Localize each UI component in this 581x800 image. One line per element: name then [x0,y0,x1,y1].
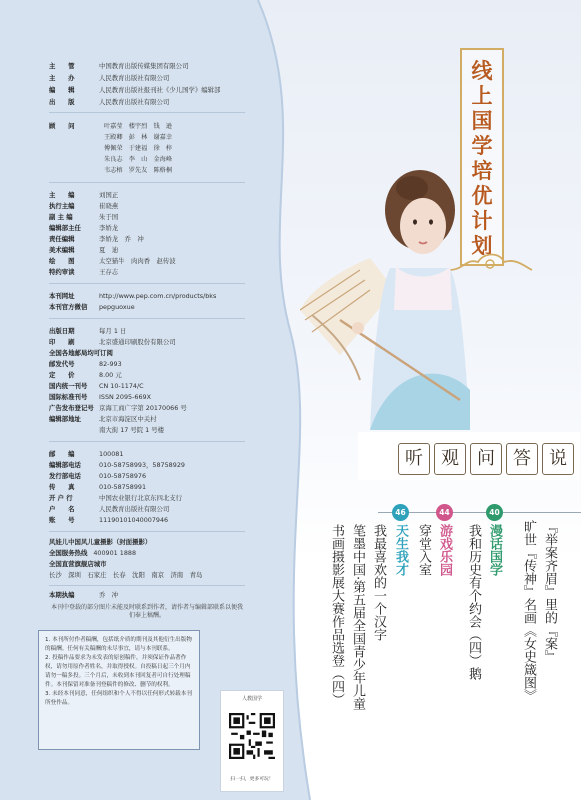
divider [49,585,245,586]
divider [49,318,245,319]
publish-row: 南大街 17 号院 1 号楼 [99,426,165,434]
toc-item[interactable]: 书画摄影展大赛作品选登（四） [329,524,344,706]
divider [49,441,245,442]
page-number-badge[interactable]: 44 [436,504,453,521]
qr-code-icon[interactable] [229,713,275,759]
divider [49,112,245,113]
qr-brand: 人教国学 [241,696,262,702]
contact-row: 传 真 010-58758991 [49,483,147,491]
proof-row: 本期执编 乔 冲 [49,591,119,599]
web-row: 本刊官方微信 pepguoxue [49,303,135,311]
divider [49,182,245,183]
contact-row: 邮 编 100081 [49,450,124,458]
publish-row: 邮发代号 82-993 [49,360,122,368]
toc-section-title[interactable]: 天生我才 [393,524,408,576]
note-item: 3. 未经本刊同意，任何组织和个人不得以任何形式转载本刊所登作品。 [45,691,192,706]
cities-list: 长沙 深圳 石家庄 长春 沈阳 南京 济南 青岛 [49,571,203,579]
submission-notes [38,630,200,750]
divider [49,531,245,532]
cover-photo-credit: 风娃儿中国风儿童摄影（封面摄影） [49,538,152,546]
activity-char: 答 [506,443,538,475]
staff-row: 绘 图 太空猫牛 肉肉香 赵传波 [49,257,176,265]
activity-char: 观 [434,443,466,475]
publish-row: 编辑部地址 北京市海淀区中关村 [49,415,157,423]
activity-char: 听 [398,443,430,475]
toc-section-title[interactable]: 游戏乐园 [437,524,452,576]
masthead-row: 出 版 人民教育出版社有限公司 [49,98,170,106]
qr-card[interactable] [220,690,284,792]
note-item: 1. 本刊所付作者稿酬，包括纸介质的期刊及其他衍生出版物的稿酬。任何有关稿酬的未尽事宜，请与本刊联系。 [45,637,192,652]
contact-row: 开 户 行 中国农业银行北京东四北支行 [49,494,183,502]
toc-item[interactable]: 我和历史有个约会（四）鹅 [466,524,481,680]
note-item: 2. 投稿作品要求为未发表的原创稿件，并须保证作品著作权，请勿用原作者姓名，并取得授权。自投稿日起三个月内请勿一稿多投。三个月后，未收到本刊回复者可自行处理稿件。本刊保留对准备刊登稿件的修改、删节的权利。 [45,655,191,688]
publish-row: 出版日期 每月 1 日 [49,327,127,335]
staff-row: 责任编辑 李娇龙 乔 冲 [49,235,144,243]
contact-row: 编辑部电话 010-58758993，58758929 [49,461,185,469]
staff-row: 副 主 编 朱于国 [49,213,119,221]
staff-row: 美术编辑 夏 迪 [49,246,119,254]
publish-row: 定 价 8.00 元 [49,371,122,379]
cover-title: 线上国学培优计划 [471,58,493,258]
masthead-row: 主 管 中国教育出版传媒集团有限公司 [49,62,189,70]
activity-char: 说 [542,443,574,475]
toc-item[interactable]: 旷世『传神』名画《女史箴图》 [521,520,536,702]
publish-row: 国内统一刊号 CN 10-1174/C [49,382,144,390]
staff-row: 特约审读 王存志 [49,268,119,276]
girl-with-parasol-illustration [300,140,470,430]
web-row: 本刊网址 http://www.pep.com.cn/products/bks [49,292,217,300]
toc-item[interactable]: 我最喜欢的一个汉字 [371,524,386,641]
activity-char: 问 [470,443,502,475]
staff-row: 主 编 刘国正 [49,191,119,199]
contact-row: 账 号 11190101040007946 [49,516,169,524]
advisor-line: 朱良志 李 山 金海峰 [104,156,173,163]
page-number-badge[interactable]: 46 [392,504,409,521]
masthead-row: 编 辑 人民教育出版社报刊社《少儿国学》编辑部 [49,86,221,94]
publish-row: 印 刷 北京盛通印刷股份有限公司 [49,338,176,346]
hotline-row: 全国服务热线 400901 1888 [49,549,137,557]
advisor-line: 王殿卿 彭 林 谢嘉幸 [104,134,173,141]
contact-row: 发行部电话 010-58758976 [49,472,147,480]
toc-item[interactable]: 穿堂入室 [416,524,431,576]
masthead-row: 主 办 人民教育出版社有限公司 [49,74,170,82]
copyright-notice: 本刊中登载的部分图片未能及时联系到作者，请作者与编辑部联系以便我们奉上稿酬。 [50,604,243,619]
staff-row: 执行主编 崔晓燕 [49,202,119,210]
page-number-badge[interactable]: 40 [486,504,503,521]
toc-section-title[interactable]: 漫话国学 [487,524,502,576]
toc-item[interactable]: 『举案齐眉』里的『案』 [542,520,557,663]
publish-row: 全国各地邮局均可订阅 [49,349,113,357]
cities-title: 全国直营旗舰店城市 [49,560,107,568]
advisors-label: 顾 问 [49,122,75,130]
publish-row: 广告发布登记号 京海工商广字第 20170066 号 [49,404,187,412]
contact-row: 户 名 人民教育出版社有限公司 [49,505,170,513]
toc-item[interactable]: 笔墨中国·第五届全国青少年儿童 [350,524,365,711]
advisor-line: 韦志榕 罗先友 陈格桐 [104,167,173,174]
advisor-line: 傅佩荣 于建福 徐 梓 [104,145,173,152]
staff-row: 编辑部主任 李娇龙 [49,224,119,232]
divider [49,283,245,284]
qr-caption: 扫一扫，更多可玩！ [230,777,274,782]
publish-row: 国际标准刊号 ISSN 2095-669X [49,393,151,401]
advisor-line: 叶嘉莹 楼宇烈 钱 逊 [104,123,173,130]
